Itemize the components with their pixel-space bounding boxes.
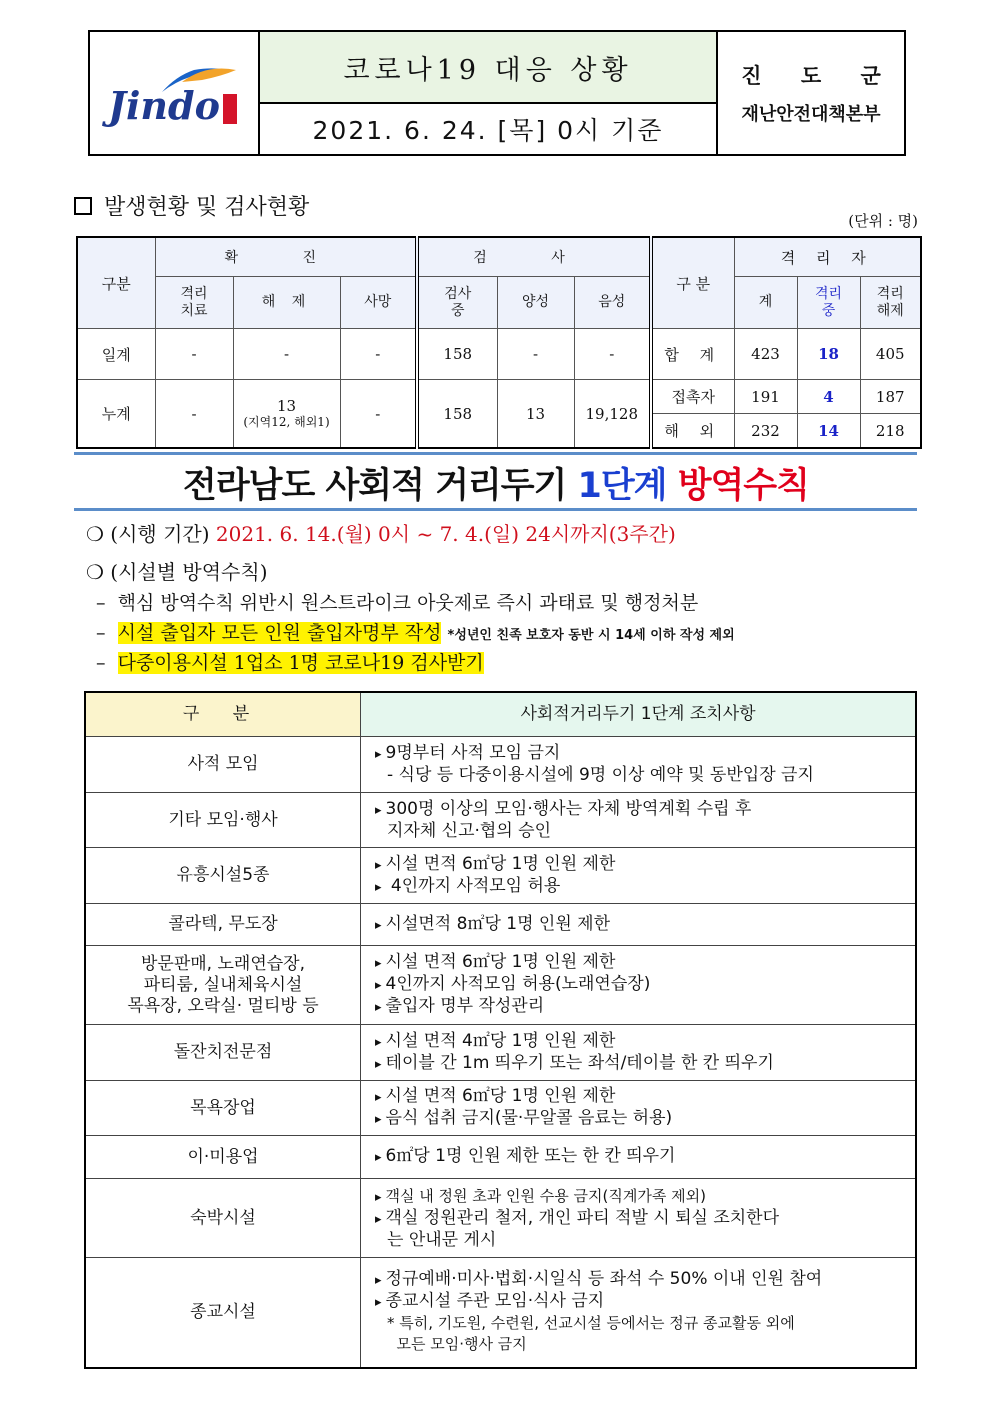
header-isolating: 격리 중 xyxy=(797,277,860,329)
rule-category: 기타 모임·행사 xyxy=(85,793,361,848)
rule-description xyxy=(361,1136,917,1179)
rule-subline: 지자체 신고·협의 승인 xyxy=(387,820,552,841)
iso-contact-released: 187 xyxy=(860,380,921,414)
daily-treatment: - xyxy=(155,329,233,380)
rule-category: 숙박시설 xyxy=(85,1179,361,1258)
report-date: 2021. 6. 24. [목] 0시 기준 xyxy=(260,104,718,154)
logo-graphic xyxy=(90,32,256,154)
facility-rules-line xyxy=(86,556,268,585)
main-title-part1: 전라남도 사회적 거리두기 xyxy=(183,466,578,506)
rule-description xyxy=(361,904,917,946)
iso-contact-total: 191 xyxy=(734,380,797,414)
header-iso-released: 격리 해제 xyxy=(860,277,921,329)
bullet-item: – 핵심 방역수칙 위반시 원스트라이크 아웃제로 즉시 과태료 및 행정처분 xyxy=(96,592,699,614)
iso-total-total: 423 xyxy=(734,329,797,380)
bullet-text-highlight: 시설 출입자 모든 인원 출입자명부 작성 xyxy=(117,622,442,644)
header-isolation-treatment: 격리 치료 xyxy=(155,277,233,329)
rule-category: 이·미용업 xyxy=(85,1136,361,1179)
rule-line: ▸ 300명 이상의 모임·행사는 자체 방역계획 수립 후 xyxy=(375,799,751,819)
rule-subline: 는 안내문 게시 xyxy=(387,1229,497,1250)
rule-line: ▸ 4인까지 사적모임 허용(노래연습장) xyxy=(375,974,650,994)
iso-overseas-total: 232 xyxy=(734,414,797,449)
main-title xyxy=(0,458,992,508)
rule-description xyxy=(361,793,917,848)
iso-contact-isolating: 4 xyxy=(797,380,860,414)
rule-subline: 모든 모임·행사 금지 xyxy=(387,1335,527,1354)
facility-rules-heading: (시설별 방역수칙) xyxy=(110,560,268,584)
divider-top xyxy=(74,452,917,455)
rule-line: ▸ 테이블 간 1m 띄우기 또는 좌석/테이블 한 칸 띄우기 xyxy=(375,1053,774,1073)
rule-category: 콜라텍, 무도장 xyxy=(85,904,361,946)
logo-text: Jindo xyxy=(108,83,220,128)
bullet-text: 핵심 방역수칙 위반시 원스트라이크 아웃제로 즉시 과태료 및 행정처분 xyxy=(117,592,699,614)
rule-subline: * 특히, 기도원, 수련원, 선교시설 등에서는 정규 종교활동 외에 xyxy=(387,1314,795,1333)
unit-label: (단위 : 명) xyxy=(848,212,918,230)
rule-line: ▸ 시설 면적 6㎡당 1명 인원 제한 xyxy=(375,1086,615,1106)
org-county: 진 도 군 xyxy=(741,63,897,88)
cum-treatment: - xyxy=(155,380,233,449)
rule-description xyxy=(361,848,917,904)
bullet-note: *성년인 친족 보호자 동반 시 14세 이하 작성 제외 xyxy=(447,628,735,643)
iso-total-isolating: 18 xyxy=(797,329,860,380)
rule-category: 사적 모임 xyxy=(85,737,361,793)
daily-negative: - xyxy=(574,329,651,380)
jindo-logo xyxy=(90,32,260,154)
bullet-item: – 다중이용시설 1업소 1명 코로나19 검사받기 xyxy=(96,652,484,674)
rule-line: ▸ 객실 내 정원 초과 인원 수용 금지(직계가족 제외) xyxy=(375,1187,706,1205)
bullet-text-highlight: 다중이용시설 1업소 1명 코로나19 검사받기 xyxy=(117,652,484,674)
cum-negative: 19,128 xyxy=(574,380,651,449)
header-negative: 음성 xyxy=(574,277,651,329)
rule-line: ▸ 객실 정원관리 철저, 개인 파티 적발 시 퇴실 조치한다 xyxy=(375,1208,779,1228)
rule-line: ▸ 음식 섭취 금지(물·무알콜 음료는 허용) xyxy=(375,1108,672,1128)
rule-category: 유흥시설5종 xyxy=(85,848,361,904)
daily-death: - xyxy=(340,329,417,380)
document-header xyxy=(88,30,906,156)
rules-table xyxy=(84,691,917,1369)
cum-positive: 13 xyxy=(497,380,574,449)
iso-overseas-released: 218 xyxy=(860,414,921,449)
daily-testing: 158 xyxy=(417,329,497,380)
rule-line: ▸ 4인까지 사적모임 허용 xyxy=(375,876,560,896)
header-testing: 검사 중 xyxy=(417,277,497,329)
iso-overseas-isolating: 14 xyxy=(797,414,860,449)
iso-overseas-label: 해 외 xyxy=(651,414,734,449)
rules-header-category: 구 분 xyxy=(85,692,361,737)
rule-description xyxy=(361,946,917,1025)
main-title-level: 1단계 xyxy=(577,466,678,506)
rule-line: ▸ 종교시설 주관 모임·식사 금지 xyxy=(375,1291,604,1311)
bullet-item: – 시설 출입자 모든 인원 출입자명부 작성 *성년인 친족 보호자 동반 시 14세 이하 작성 제외 xyxy=(96,622,735,644)
section-heading xyxy=(74,190,309,221)
stats-table xyxy=(76,236,922,449)
header-positive: 양성 xyxy=(497,277,574,329)
daily-positive: - xyxy=(497,329,574,380)
rule-line: ▸ 시설 면적 4㎡당 1명 인원 제한 xyxy=(375,1031,615,1051)
page-title: 코로나19 대응 상황 xyxy=(260,32,718,104)
rule-category: 종교시설 xyxy=(85,1258,361,1368)
org-department: 재난안전대책본부 xyxy=(741,104,881,125)
period-line xyxy=(86,518,676,547)
cum-released-cell xyxy=(233,380,340,449)
checkbox-square-icon xyxy=(74,197,92,215)
rule-line: ▸ 출입자 명부 작성관리 xyxy=(375,996,544,1016)
rule-subline: - 식당 등 다중이용시설에 9명 이상 예약 및 동반입장 금지 xyxy=(387,765,814,785)
section-title: 발생현황 및 검사현황 xyxy=(104,195,310,220)
main-title-rules: 방역수칙 xyxy=(677,466,809,506)
daily-released: - xyxy=(233,329,340,380)
header-tests: 검 사 xyxy=(417,237,651,277)
header-gubun-2: 구 분 xyxy=(651,237,734,329)
cum-released-detail: (지역12, 해외1) xyxy=(243,415,330,429)
rule-category: 돌잔치전문점 xyxy=(85,1025,361,1081)
rule-description xyxy=(361,1025,917,1081)
rule-description xyxy=(361,737,917,793)
cum-released: 13 xyxy=(276,397,297,415)
rules-header-measures: 사회적거리두기 1단계 조치사항 xyxy=(361,692,917,737)
row-daily-label: 일계 xyxy=(77,329,155,380)
row-cumulative-label: 누계 xyxy=(77,380,155,449)
rule-line: ▸ 시설 면적 6㎡당 1명 인원 제한 xyxy=(375,952,615,972)
divider-bottom xyxy=(74,508,917,511)
cum-death: - xyxy=(340,380,417,449)
rule-description xyxy=(361,1179,917,1258)
header-isolation: 격 리 자 xyxy=(734,237,921,277)
circle-bullet-icon: ❍ xyxy=(86,522,104,546)
rule-line: ▸ 9명부터 사적 모임 금지 xyxy=(375,743,560,763)
rule-line: ▸ 정규예배·미사·법회·시일식 등 좌석 수 50% 이내 인원 참여 xyxy=(375,1269,822,1289)
circle-bullet-icon: ❍ xyxy=(86,560,104,584)
rule-line: ▸ 시설면적 8㎡당 1명 인원 제한 xyxy=(375,914,610,934)
organization xyxy=(718,32,904,154)
rule-category: 목욕장업 xyxy=(85,1081,361,1136)
period-label: (시행 기간) xyxy=(110,522,216,546)
cum-testing: 158 xyxy=(417,380,497,449)
header-death: 사망 xyxy=(340,277,417,329)
rule-description xyxy=(361,1258,917,1368)
rule-line: ▸ 6㎡당 1명 인원 제한 또는 한 칸 띄우기 xyxy=(375,1146,675,1166)
iso-total-released: 405 xyxy=(860,329,921,380)
rule-category: 방문판매, 노래연습장, 파티룸, 실내체육시설 목욕장, 오락실· 멀티방 등 xyxy=(85,946,361,1025)
header-gubun: 구분 xyxy=(77,237,155,329)
rule-line: ▸ 시설 면적 6㎡당 1명 인원 제한 xyxy=(375,854,615,874)
header-confirmed: 확 진 xyxy=(155,237,417,277)
header-total: 계 xyxy=(734,277,797,329)
rule-description xyxy=(361,1081,917,1136)
iso-total-label: 합 계 xyxy=(651,329,734,380)
period-value: 2021. 6. 14.(월) 0시 ~ 7. 4.(일) 24시까지(3주간) xyxy=(215,522,676,546)
iso-contact-label: 접촉자 xyxy=(651,380,734,414)
header-released: 해 제 xyxy=(233,277,340,329)
